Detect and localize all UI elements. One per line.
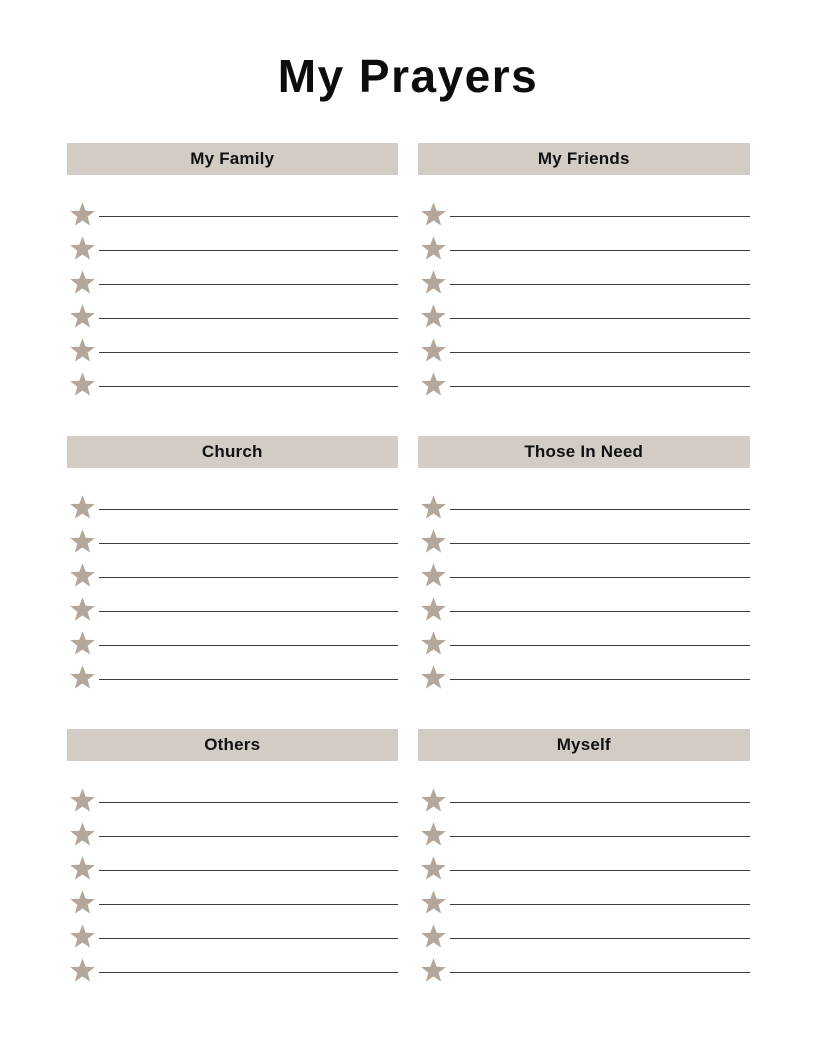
section-rows (418, 761, 750, 973)
prayer-line-row (418, 319, 750, 353)
write-line (99, 216, 399, 217)
prayer-line-row (418, 612, 750, 646)
section-header (418, 436, 750, 468)
section-my-family (67, 143, 399, 387)
write-line (450, 870, 750, 871)
prayer-line-row (67, 578, 399, 612)
star-icon (69, 664, 96, 690)
prayer-line-row (67, 510, 399, 544)
section-rows (67, 468, 399, 680)
section-rows (418, 468, 750, 680)
prayer-line-row (67, 939, 399, 973)
star-icon (420, 923, 447, 949)
star-icon (69, 889, 96, 915)
prayer-line-row (67, 319, 399, 353)
star-icon (69, 855, 96, 881)
prayer-line-row (418, 251, 750, 285)
prayer-line-row (418, 646, 750, 680)
write-line (99, 972, 399, 973)
star-icon (420, 630, 447, 656)
star-icon (420, 235, 447, 261)
star-icon (69, 923, 96, 949)
write-line (450, 543, 750, 544)
prayer-line-row (418, 939, 750, 973)
write-line (450, 577, 750, 578)
write-line (99, 645, 399, 646)
star-icon (69, 201, 96, 227)
prayer-line-row (67, 837, 399, 871)
prayer-line-row (418, 510, 750, 544)
section-title: My Friends (537, 149, 630, 168)
section-rows (67, 175, 399, 387)
write-line (99, 352, 399, 353)
prayer-line-row (67, 251, 399, 285)
section-title: Those In Need (524, 442, 644, 461)
write-line (450, 318, 750, 319)
section-header (67, 729, 399, 761)
star-icon (420, 303, 447, 329)
prayer-line-row (418, 285, 750, 319)
star-icon (69, 630, 96, 656)
section-header (67, 436, 399, 468)
write-line (99, 318, 399, 319)
prayer-line-row (418, 353, 750, 387)
write-line (99, 870, 399, 871)
star-icon (420, 821, 447, 847)
write-line (99, 938, 399, 939)
write-line (450, 836, 750, 837)
prayer-line-row (418, 183, 750, 217)
star-icon (69, 596, 96, 622)
star-icon (420, 269, 447, 295)
write-line (450, 352, 750, 353)
section-others (67, 729, 399, 973)
star-icon (420, 562, 447, 588)
write-line (450, 216, 750, 217)
sections-grid (67, 143, 750, 973)
star-icon (420, 528, 447, 554)
star-icon (420, 201, 447, 227)
write-line (450, 802, 750, 803)
star-icon (420, 596, 447, 622)
prayer-line-row (418, 803, 750, 837)
section-header (418, 143, 750, 175)
prayer-line-row (418, 837, 750, 871)
section-rows (67, 761, 399, 973)
write-line (450, 904, 750, 905)
star-icon (420, 787, 447, 813)
star-icon (69, 235, 96, 261)
section-title: Myself (556, 735, 611, 754)
section-header (418, 729, 750, 761)
prayer-line-row (67, 217, 399, 251)
prayer-line-row (418, 544, 750, 578)
star-icon (69, 269, 96, 295)
write-line (99, 250, 399, 251)
star-icon (420, 371, 447, 397)
section-title: Others (204, 735, 261, 754)
write-line (450, 972, 750, 973)
section-those-in-need (418, 436, 750, 680)
star-icon (69, 787, 96, 813)
write-line (450, 645, 750, 646)
prayer-line-row (67, 905, 399, 939)
prayer-line-row (67, 183, 399, 217)
prayer-line-row (67, 646, 399, 680)
write-line (99, 679, 399, 680)
write-line (99, 386, 399, 387)
prayer-line-row (67, 544, 399, 578)
prayer-line-row (418, 217, 750, 251)
write-line (99, 284, 399, 285)
prayer-line-row (67, 285, 399, 319)
section-church (67, 436, 399, 680)
prayer-line-row (67, 871, 399, 905)
write-line (450, 284, 750, 285)
write-line (450, 679, 750, 680)
section-title: Church (201, 442, 263, 461)
star-icon (69, 957, 96, 983)
prayer-line-row (67, 803, 399, 837)
star-icon (69, 562, 96, 588)
star-icon (420, 337, 447, 363)
write-line (450, 611, 750, 612)
prayer-line-row (67, 612, 399, 646)
write-line (99, 904, 399, 905)
write-line (450, 386, 750, 387)
star-icon (69, 371, 96, 397)
page-title: My Prayers (277, 50, 539, 102)
prayer-line-row (67, 769, 399, 803)
write-line (99, 577, 399, 578)
section-my-friends (418, 143, 750, 387)
prayer-line-row (67, 353, 399, 387)
prayer-line-row (418, 871, 750, 905)
write-line (450, 938, 750, 939)
prayer-line-row (67, 476, 399, 510)
write-line (450, 250, 750, 251)
star-icon (420, 889, 447, 915)
star-icon (69, 494, 96, 520)
star-icon (69, 303, 96, 329)
star-icon (69, 337, 96, 363)
prayer-line-row (418, 905, 750, 939)
write-line (99, 836, 399, 837)
star-icon (420, 664, 447, 690)
prayer-line-row (418, 476, 750, 510)
star-icon (69, 821, 96, 847)
write-line (99, 802, 399, 803)
section-title: My Family (190, 149, 275, 168)
star-icon (420, 855, 447, 881)
section-myself (418, 729, 750, 973)
prayer-line-row (418, 578, 750, 612)
section-header (67, 143, 399, 175)
write-line (450, 509, 750, 510)
section-rows (418, 175, 750, 387)
write-line (99, 611, 399, 612)
star-icon (420, 957, 447, 983)
prayer-line-row (418, 769, 750, 803)
star-icon (420, 494, 447, 520)
write-line (99, 509, 399, 510)
write-line (99, 543, 399, 544)
star-icon (69, 528, 96, 554)
